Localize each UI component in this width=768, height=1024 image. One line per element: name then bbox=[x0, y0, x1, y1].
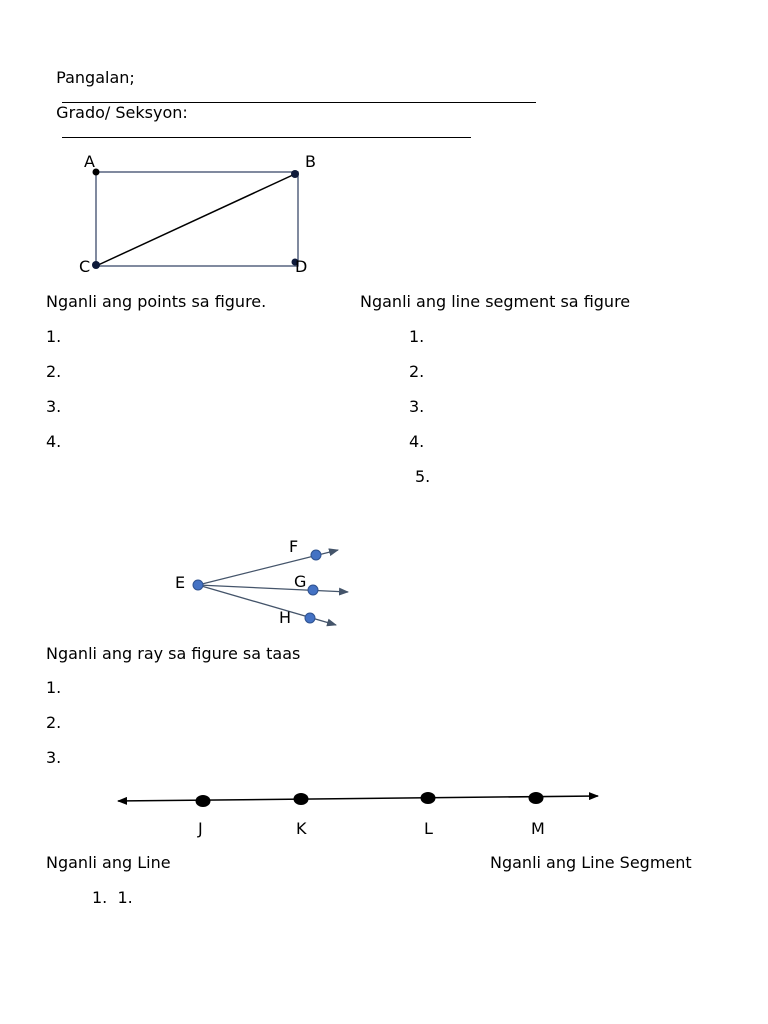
segments-item-2: 2. bbox=[409, 362, 425, 381]
point-c bbox=[92, 261, 100, 269]
segments-item-3: 3. bbox=[409, 397, 425, 416]
label-l: L bbox=[424, 819, 433, 838]
point-f bbox=[311, 550, 321, 560]
line-prompt: Nganli ang Line bbox=[46, 853, 171, 872]
rays-item-1: 1. bbox=[46, 678, 62, 697]
line-jm bbox=[118, 796, 598, 801]
diagonal-cb bbox=[96, 174, 295, 266]
points-item-1: 1. bbox=[46, 327, 62, 346]
rays-prompt: Nganli ang ray sa figure sa taas bbox=[46, 644, 301, 663]
grade-label: Grado/ Seksyon: bbox=[56, 103, 188, 122]
points-item-2: 2. bbox=[46, 362, 62, 381]
label-a: A bbox=[84, 152, 95, 171]
ray-figure bbox=[175, 537, 348, 627]
label-f: F bbox=[289, 537, 299, 556]
points-item-3: 3. bbox=[46, 397, 62, 416]
name-label: Pangalan; bbox=[56, 68, 135, 87]
segments-item-1: 1. bbox=[409, 327, 425, 346]
label-h: H bbox=[279, 608, 292, 627]
label-e: E bbox=[175, 573, 186, 592]
points-item-4: 4. bbox=[46, 432, 62, 451]
segments-item-4: 4. bbox=[409, 432, 425, 451]
rays-item-3: 3. bbox=[46, 748, 62, 767]
point-g bbox=[308, 585, 318, 595]
point-e bbox=[193, 580, 203, 590]
line-segment-prompt: Nganli ang Line Segment bbox=[490, 853, 692, 872]
line-item-1: 1. 1. bbox=[92, 888, 133, 907]
label-c: C bbox=[79, 257, 91, 276]
label-b: B bbox=[305, 152, 316, 171]
label-j: J bbox=[198, 819, 203, 838]
point-l bbox=[421, 792, 436, 804]
line-figure bbox=[118, 792, 598, 838]
point-b bbox=[291, 170, 299, 178]
label-m: M bbox=[531, 819, 545, 838]
point-h bbox=[305, 613, 315, 623]
rectangle-figure bbox=[79, 152, 316, 276]
segments-item-5: 5. bbox=[415, 467, 431, 486]
segments-prompt: Nganli ang line segment sa figure bbox=[360, 292, 631, 311]
rays-item-2: 2. bbox=[46, 713, 62, 732]
point-j bbox=[196, 795, 211, 807]
point-m bbox=[529, 792, 544, 804]
label-d: D bbox=[295, 257, 308, 276]
label-k: K bbox=[296, 819, 307, 838]
label-g: G bbox=[294, 572, 307, 591]
points-prompt: Nganli ang points sa figure. bbox=[46, 292, 267, 311]
point-k bbox=[294, 793, 309, 805]
